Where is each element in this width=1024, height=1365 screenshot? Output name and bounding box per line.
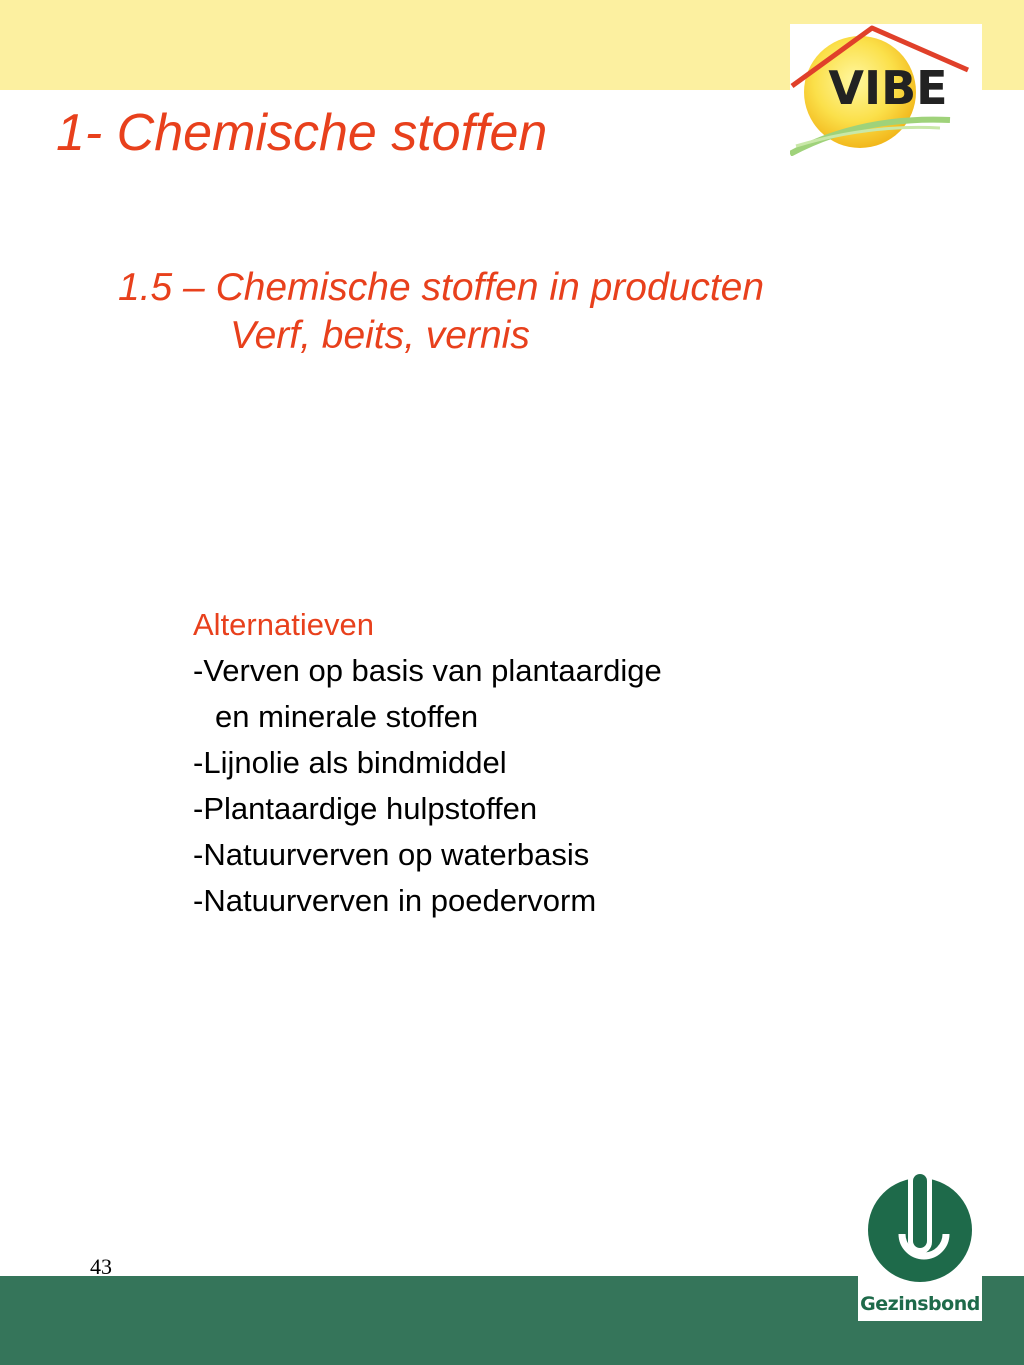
subtitle-line-1: 1.5 – Chemische stoffen in producten (118, 266, 765, 309)
slide-subtitle (118, 264, 764, 360)
page-number: 43 (90, 1254, 112, 1279)
list-item: -Verven op basis van plantaardige (193, 653, 662, 688)
list-item: -Natuurverven in poedervorm (193, 883, 597, 918)
vibe-logo (790, 24, 982, 156)
list-item: -Natuurverven op waterbasis (193, 837, 590, 872)
gezinsbond-logo-text: Gezinsbond (860, 1293, 980, 1315)
gezinsbond-logo (858, 1160, 982, 1321)
alternatives-heading: Alternatieven (193, 607, 374, 642)
slide-title: 1- Chemische stoffen (56, 104, 548, 162)
list-item: -Lijnolie als bindmiddel (193, 745, 507, 780)
alternatives-list (193, 602, 662, 924)
vibe-logo-text: VIBE (828, 61, 948, 115)
list-item: -Plantaardige hulpstoffen (193, 791, 538, 826)
gezinsbond-emblem-icon (858, 1160, 982, 1290)
subtitle-line-2: Verf, beits, vernis (230, 314, 530, 357)
list-item: en minerale stoffen (215, 699, 479, 734)
